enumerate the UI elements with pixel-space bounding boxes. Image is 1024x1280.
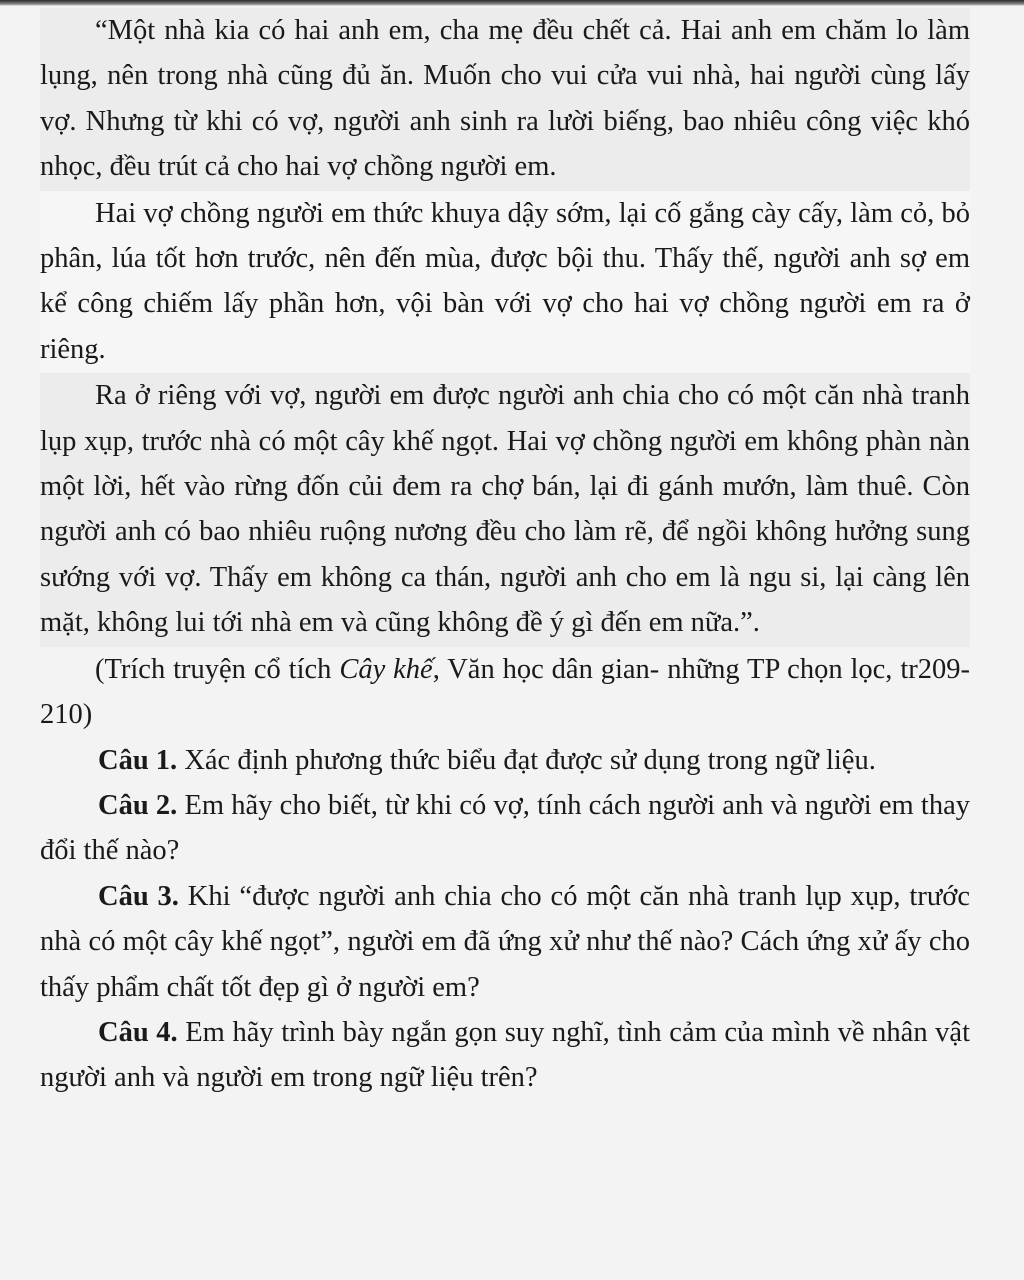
- question-text: Xác định phương thức biểu đạt được sử dụng trong ngữ liệu.: [177, 744, 876, 776]
- question-text: Em hãy cho biết, từ khi có vợ, tính cách người anh và người em thay đổi thế nào?: [40, 789, 970, 867]
- question-1: [40, 738, 970, 783]
- passage-paragraph-1: “Một nhà kia có hai anh em, cha mẹ đều chết cả. Hai anh em chăm lo làm lụng, nên trong nhà cũng đủ ăn. Muốn cho vui cửa vui nhà, hai người cùng lấy vợ. Nhưng từ khi có vợ, người anh sinh ra lười biếng, bao nhiêu công việc khó nhọc, đều trút cả cho hai vợ chồng người em.: [40, 8, 970, 191]
- passage-paragraph-3: Ra ở riêng với vợ, người em được người anh chia cho có một căn nhà tranh lụp xụp, trước nhà có một cây khế ngọt. Hai vợ chồng người em không phàn nàn một lời, hết vào rừng đốn củi đem ra chợ bán, lại đi gánh mướn, làm thuê. Còn người anh có bao nhiêu ruộng nương đều cho làm rẽ, để ngồi không hưởng sung sướng với vợ. Thấy em không ca thán, người anh cho em là ngu si, lại càng lên mặt, không lui tới nhà em và cũng không đề ý gì đến em nữa.”.: [40, 373, 970, 646]
- top-edge-shadow: [0, 0, 1024, 6]
- question-2: [40, 783, 970, 874]
- document-page: [40, 8, 970, 1101]
- question-label: Câu 2.: [98, 789, 178, 821]
- source-suffix: , Văn học dân gian- những TP chọn lọc, tr209-210): [40, 653, 970, 731]
- passage-paragraph-2: Hai vợ chồng người em thức khuya dậy sớm, lại cố gắng cày cấy, làm cỏ, bỏ phân, lúa tốt hơn trước, nên đến mùa, được bội thu. Thấy thế, người anh sợ em kể công chiếm lấy phần hơn, vội bàn với vợ cho hai vợ chồng người em ra ở riêng.: [40, 191, 970, 374]
- question-4: [40, 1010, 970, 1101]
- story-title: Cây khế: [339, 653, 433, 685]
- question-3: [40, 874, 970, 1010]
- question-text: Khi “được người anh chia cho có một căn nhà tranh lụp xụp, trước nhà có một cây khế ngọt”, người em đã ứng xử như thế nào? Cách ứng xử ấy cho thấy phẩm chất tốt đẹp gì ở người em?: [40, 880, 970, 1003]
- question-label: Câu 3.: [98, 880, 179, 912]
- question-label: Câu 4.: [98, 1016, 178, 1048]
- question-label: Câu 1.: [98, 744, 178, 776]
- source-prefix: (Trích truyện cổ tích: [95, 653, 340, 685]
- question-text: Em hãy trình bày ngắn gọn suy nghĩ, tình cảm của mình về nhân vật người anh và người em trong ngữ liệu trên?: [40, 1016, 971, 1094]
- source-citation: [40, 647, 970, 738]
